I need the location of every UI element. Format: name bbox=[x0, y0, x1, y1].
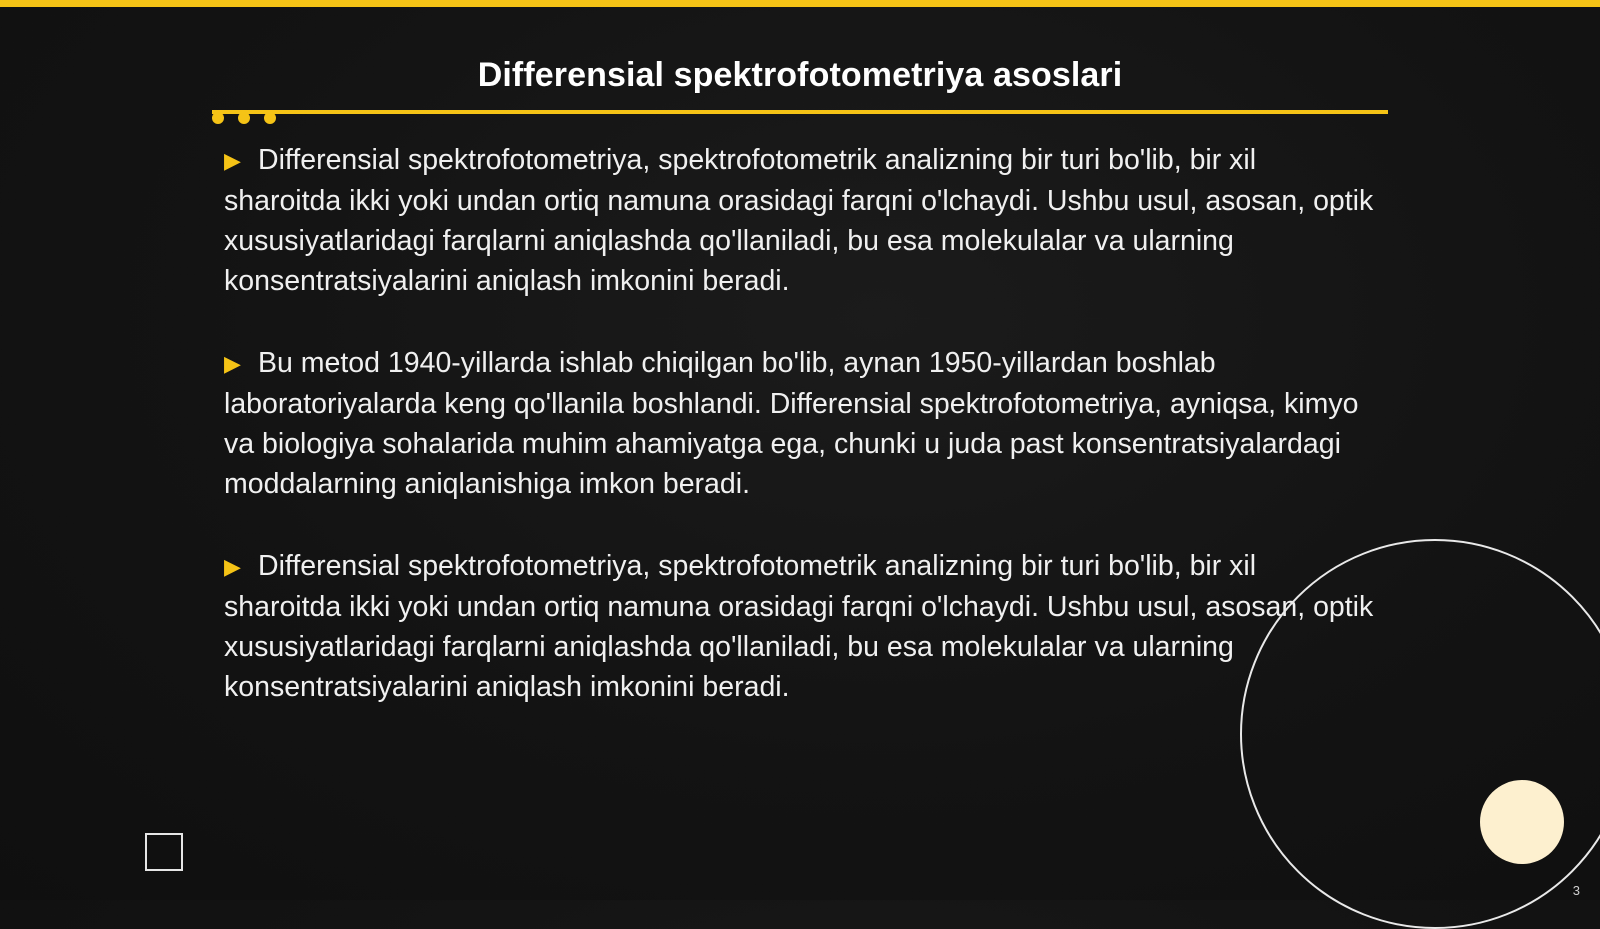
bullet-arrow-icon: ▶ bbox=[224, 148, 241, 173]
top-accent-bar bbox=[0, 0, 1600, 7]
bullet-arrow-icon: ▶ bbox=[224, 554, 241, 579]
slide-number: 3 bbox=[1572, 883, 1580, 898]
bullet-text: Differensial spektrofotometriya, spektrofotometrik analizning bir turi bo'lib, bir xil sharoitda ikki yoki undan ortiq namuna orasidagi farqni o'lchaydi. Ushbu usul, asosan, optik xususiyatlaridagi farqlarni aniqlashda qo'llaniladi, bu esa molekulalar va ularning konsentratsiyalarini aniqlash imkonini beradi. bbox=[224, 550, 1374, 703]
decorative-square bbox=[145, 833, 183, 871]
title-underline bbox=[212, 110, 1388, 114]
slide-title: Differensial spektrofotometriya asoslari bbox=[477, 56, 1123, 94]
bullet-arrow-icon: ▶ bbox=[224, 351, 241, 376]
bullet-item bbox=[224, 546, 1374, 707]
decoration-dot bbox=[212, 112, 224, 124]
bullet-text: Bu metod 1940-yillarda ishlab chiqilgan bo'lib, aynan 1950-yillardan boshlab laboratoriyalarda keng qo'llanila boshlandi. Differensial spektrofotometriya, ayniqsa, kimyo va biologiya sohalarida muhim ahamiyatga ega, chunki u juda past konsentratsiyalardagi moddalarning aniqlanishiga imkon beradi. bbox=[224, 347, 1359, 500]
slide-body bbox=[224, 140, 1374, 749]
bullet-text: Differensial spektrofotometriya, spektrofotometrik analizning bir turi bo'lib, bir xil sharoitda ikki yoki undan ortiq namuna orasidagi farqni o'lchaydi. Ushbu usul, asosan, optik xususiyatlaridagi farqlarni aniqlashda qo'llaniladi, bu esa molekulalar va ularning konsentratsiyalarini aniqlash imkonini beradi. bbox=[224, 144, 1374, 297]
decorative-ring bbox=[1240, 539, 1600, 929]
decorative-disc bbox=[1480, 780, 1564, 864]
decoration-dot bbox=[264, 112, 276, 124]
decoration-dot bbox=[238, 112, 250, 124]
bullet-item bbox=[224, 140, 1374, 301]
bullet-item bbox=[224, 343, 1374, 504]
